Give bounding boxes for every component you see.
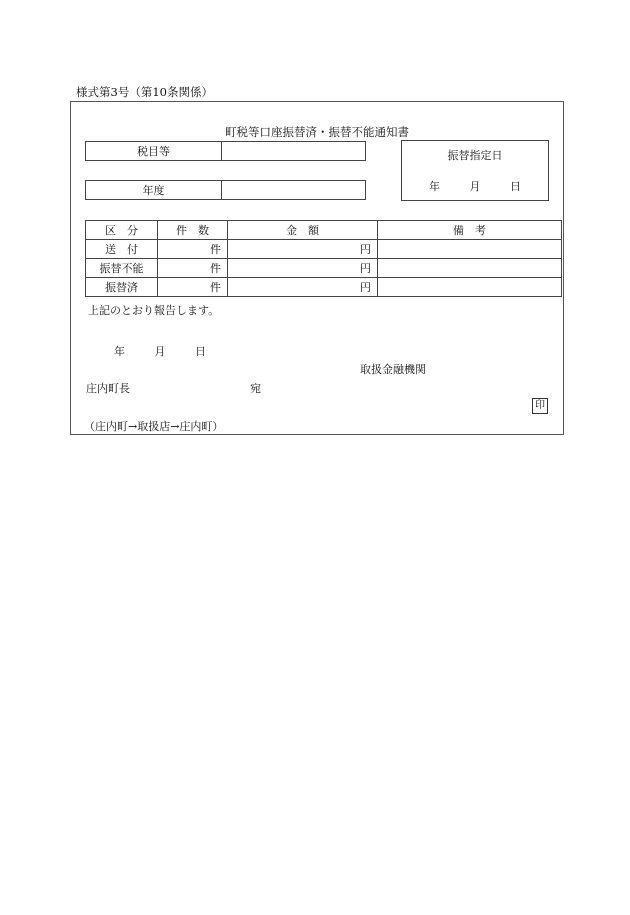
- row-count[interactable]: 件: [158, 240, 228, 259]
- row-category: 振替不能: [86, 259, 158, 278]
- table-row: [86, 259, 562, 278]
- fiscal-year-table: [85, 180, 366, 200]
- bank-label: 取扱金融機関: [360, 363, 426, 376]
- report-year: 年: [114, 345, 125, 358]
- row-amount[interactable]: 円: [228, 278, 378, 297]
- transfer-year: 年: [429, 180, 440, 193]
- addressee: 庄内町長: [86, 382, 130, 395]
- table-row: [86, 278, 562, 297]
- fiscal-year-label: 年度: [86, 181, 222, 200]
- route-note: （庄内町→取扱店→庄内町）: [84, 420, 224, 433]
- seal-icon: 印: [532, 398, 548, 414]
- tax-item-label: 税目等: [86, 142, 222, 161]
- row-category: 送 付: [86, 240, 158, 259]
- atena-label: 宛: [250, 382, 261, 395]
- tax-item-field[interactable]: [222, 142, 366, 161]
- header-remarks: 備 考: [378, 221, 562, 240]
- form-caption: 様式第3号（第10条関係）: [76, 85, 213, 99]
- table-header-row: [86, 221, 562, 240]
- report-date[interactable]: [114, 343, 206, 359]
- row-count[interactable]: 件: [158, 259, 228, 278]
- row-count[interactable]: 件: [158, 278, 228, 297]
- transfer-month: 月: [469, 180, 481, 193]
- transfer-date-header: 振替指定日: [447, 149, 503, 162]
- report-day: 日: [195, 345, 206, 358]
- row-remarks[interactable]: [378, 278, 562, 297]
- row-category: 振替済: [86, 278, 158, 297]
- report-text: 上記のとおり報告します。: [88, 304, 220, 317]
- header-category: 区 分: [86, 221, 158, 240]
- row-amount[interactable]: 円: [228, 259, 378, 278]
- table-row: [86, 240, 562, 259]
- row-remarks[interactable]: [378, 240, 562, 259]
- header-count: 件 数: [158, 221, 228, 240]
- fiscal-year-field[interactable]: [222, 181, 366, 200]
- summary-table: [85, 220, 562, 297]
- report-month: 月: [154, 345, 166, 358]
- form-title: 町税等口座振替済・振替不能通知書: [225, 125, 409, 139]
- transfer-date-ymd[interactable]: [402, 178, 548, 194]
- row-amount[interactable]: 円: [228, 240, 378, 259]
- row-remarks[interactable]: [378, 259, 562, 278]
- transfer-date-box: [401, 140, 549, 201]
- header-amount: 金 額: [228, 221, 378, 240]
- transfer-day: 日: [510, 180, 521, 193]
- tax-item-table: [85, 141, 366, 161]
